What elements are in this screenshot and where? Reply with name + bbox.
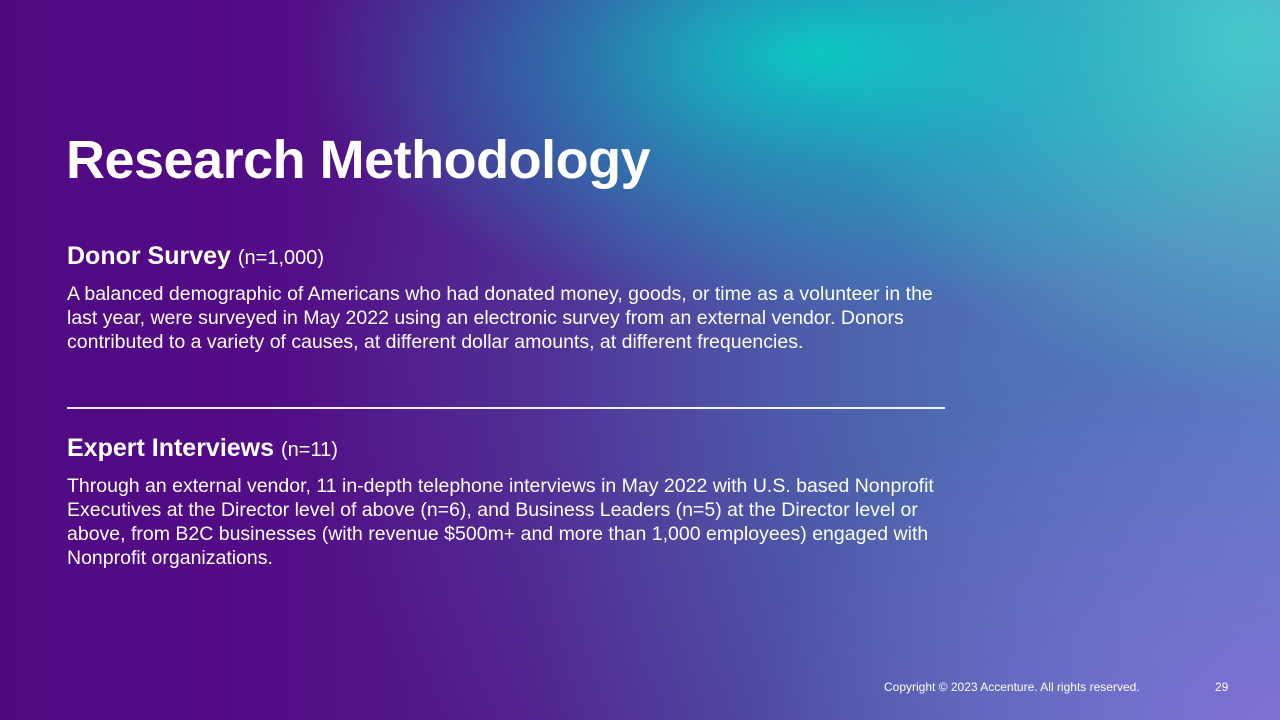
footer-copyright: Copyright © 2023 Accenture. All rights reserved. bbox=[884, 680, 1140, 694]
slide-title: Research Methodology bbox=[66, 130, 651, 190]
section-divider bbox=[67, 407, 945, 409]
section-description: A balanced demographic of Americans who had donated money, goods, or time as a volunteer in the last year, were surveyed in May 2022 using an electronic survey from an external vendor. Donors contributed to a variety of causes, at different dollar amounts, at different frequencies. bbox=[67, 283, 933, 353]
section-sample-size: (n=1,000) bbox=[237, 247, 325, 269]
section-sample-size: (n=11) bbox=[280, 439, 338, 461]
section-heading bbox=[67, 240, 947, 274]
page-number: 29 bbox=[1215, 680, 1229, 694]
donor-survey-section bbox=[67, 240, 947, 354]
section-heading-title: Donor Survey bbox=[67, 242, 231, 270]
expert-interviews-section bbox=[67, 432, 947, 570]
section-heading bbox=[67, 432, 947, 466]
section-description: Through an external vendor, 11 in-depth telephone interviews in May 2022 with U.S. based Nonprofit Executives at the Director level of above (n=6), and Business Leaders (n=5) at the Director level or above, from B2C businesses (with revenue $500m+ and more than 1,000 employees) engaged with Nonprofit organizations. bbox=[67, 475, 934, 569]
section-heading-title: Expert Interviews bbox=[67, 434, 275, 462]
